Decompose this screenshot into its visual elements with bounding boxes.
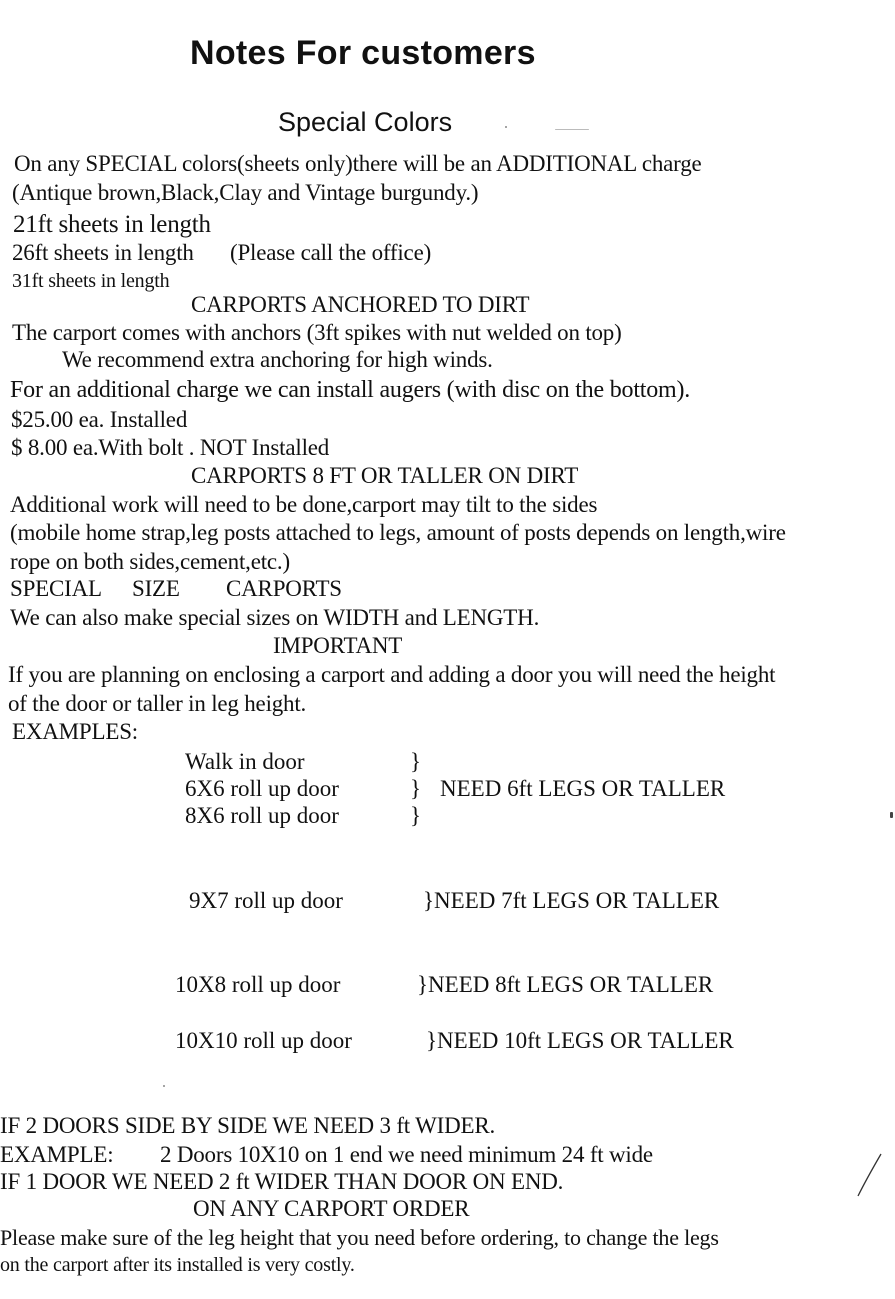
door-8x6: 8X6 roll up door bbox=[185, 803, 339, 828]
anchored-price-installed: $25.00 ea. Installed bbox=[11, 407, 188, 432]
door-9x7-requirement: }NEED 7ft LEGS OR TALLER bbox=[423, 888, 720, 913]
scan-speck bbox=[890, 812, 893, 818]
door-10x8: 10X8 roll up door bbox=[175, 972, 341, 997]
anchored-line-2: We recommend extra anchoring for high winds. bbox=[62, 347, 493, 372]
tall-line-1: Additional work will need to be done,carport may tilt to the sides bbox=[10, 492, 598, 517]
section-heading-any-order: ON ANY CARPORT ORDER bbox=[193, 1196, 470, 1221]
scan-speck bbox=[163, 1085, 165, 1087]
important-line-2: of the door or taller in leg height. bbox=[8, 691, 307, 716]
scan-pen-mark bbox=[855, 1150, 885, 1200]
wider-line-3: IF 1 DOOR WE NEED 2 ft WIDER THAN DOOR ON END. bbox=[0, 1169, 564, 1194]
door-group1-requirement: NEED 6ft LEGS OR TALLER bbox=[440, 776, 726, 801]
special-colors-line-4a: 26ft sheets in length bbox=[12, 240, 194, 265]
door-walk-in: Walk in door bbox=[185, 749, 305, 774]
door-9x7: 9X7 roll up door bbox=[189, 888, 343, 913]
door-10x10: 10X10 roll up door bbox=[175, 1028, 352, 1053]
anchored-line-3: For an additional charge we can install augers (with disc on the bottom). bbox=[10, 377, 691, 403]
anchored-line-1: The carport comes with anchors (3ft spikes with nut welded on top) bbox=[12, 320, 622, 345]
special-colors-line-2: (Antique brown,Black,Clay and Vintage burgundy.) bbox=[12, 180, 479, 205]
wider-example-text: 2 Doors 10X10 on 1 end we need minimum 24 ft wide bbox=[160, 1142, 653, 1167]
any-order-line-2: on the carport after its installed is very costly. bbox=[0, 1254, 355, 1276]
section-heading-special-size-1: SPECIAL bbox=[10, 576, 102, 601]
door-6x6-brace: } bbox=[410, 776, 422, 801]
scan-speck bbox=[555, 129, 589, 130]
special-colors-line-3: 21ft sheets in length bbox=[13, 211, 211, 238]
door-10x10-requirement: }NEED 10ft LEGS OR TALLER bbox=[426, 1028, 734, 1053]
tall-line-2: (mobile home strap,leg posts attached to legs, amount of posts depends on length,wire bbox=[10, 520, 786, 545]
section-heading-special-size-3: CARPORTS bbox=[226, 576, 342, 601]
section-heading-tall: CARPORTS 8 FT OR TALLER ON DIRT bbox=[191, 463, 579, 488]
door-8x6-brace: } bbox=[410, 803, 422, 828]
special-size-line-1: We can also make special sizes on WIDTH and LENGTH. bbox=[10, 605, 540, 630]
section-heading-anchored: CARPORTS ANCHORED TO DIRT bbox=[191, 292, 530, 317]
special-colors-line-1: On any SPECIAL colors(sheets only)there will be an ADDITIONAL charge bbox=[14, 151, 702, 176]
page-title: Notes For customers bbox=[190, 34, 536, 72]
any-order-line-1: Please make sure of the leg height that you need before ordering, to change the legs bbox=[0, 1225, 719, 1250]
important-line-1: If you are planning on enclosing a carport and adding a door you will need the height bbox=[8, 662, 776, 687]
section-heading-special-colors: Special Colors bbox=[278, 107, 453, 137]
tall-line-3: rope on both sides,cement,etc.) bbox=[10, 549, 290, 574]
section-heading-special-size-2: SIZE bbox=[132, 576, 180, 601]
scan-speck bbox=[505, 126, 507, 128]
section-heading-important: IMPORTANT bbox=[273, 633, 403, 658]
wider-line-1: IF 2 DOORS SIDE BY SIDE WE NEED 3 ft WIDER. bbox=[0, 1113, 496, 1138]
door-10x8-requirement: }NEED 8ft LEGS OR TALLER bbox=[417, 972, 714, 997]
special-colors-line-5: 31ft sheets in length bbox=[12, 270, 170, 292]
anchored-price-not-installed: $ 8.00 ea.With bolt . NOT Installed bbox=[11, 435, 330, 460]
special-colors-line-4b: (Please call the office) bbox=[230, 240, 432, 265]
wider-example-label: EXAMPLE: bbox=[0, 1142, 114, 1167]
door-6x6: 6X6 roll up door bbox=[185, 776, 339, 801]
door-walk-in-brace: } bbox=[410, 749, 422, 774]
examples-label: EXAMPLES: bbox=[12, 719, 138, 744]
